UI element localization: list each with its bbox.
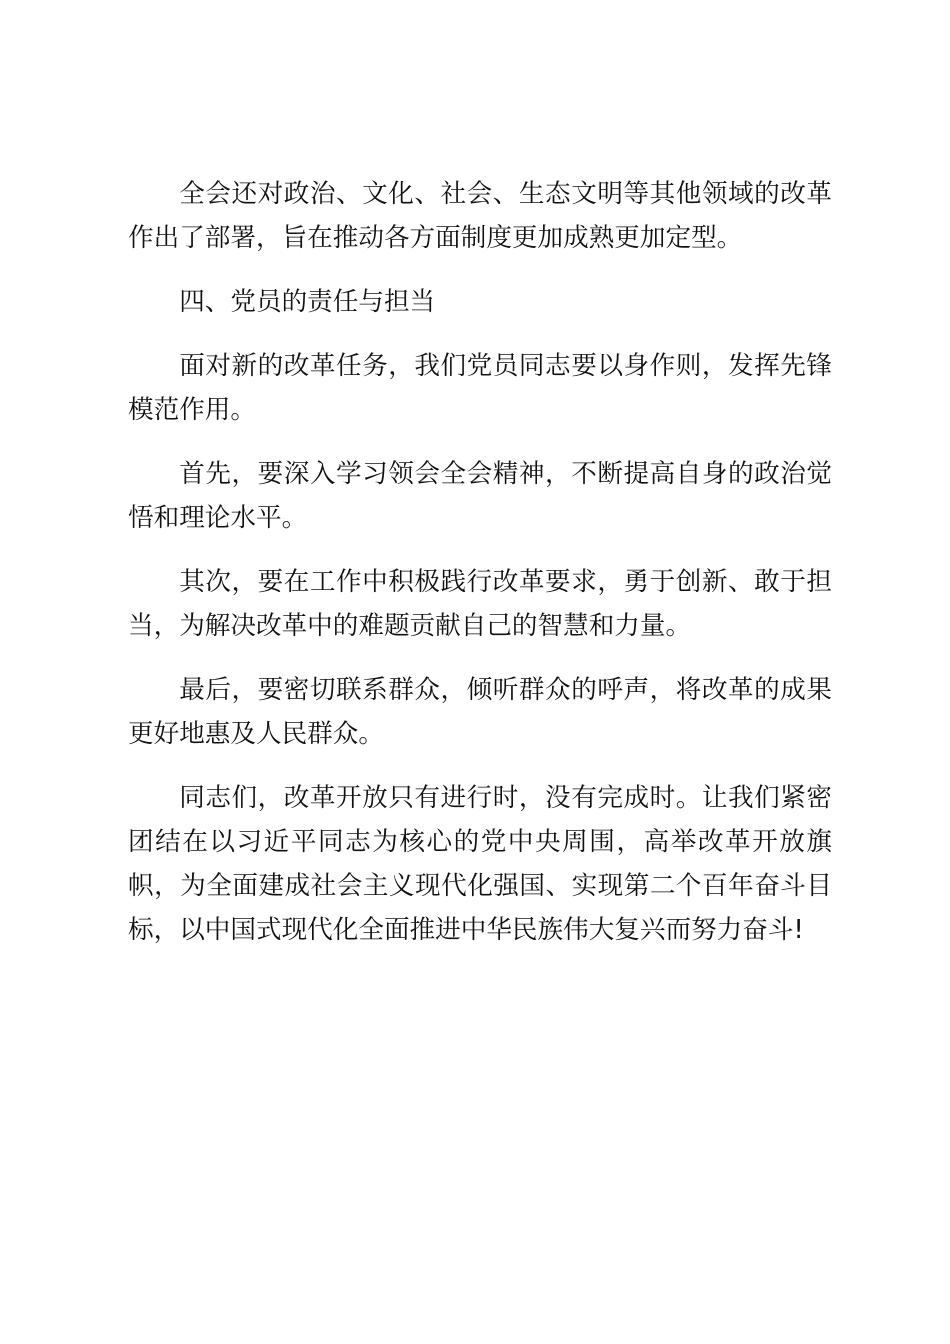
paragraph-second-practice: 其次，要在工作中积极践行改革要求，勇于创新、敢于担当，为解决改革中的难题贡献自己的智慧和力量。 (128, 567, 832, 641)
document-body (128, 172, 832, 972)
section-heading-party-member-responsibility: 四、党员的责任与担当 (179, 287, 436, 317)
paragraph-reform-other-fields: 全会还对政治、文化、社会、生态文明等其他领域的改革作出了部署，旨在推动各方面制度更加成熟更加定型。 (128, 179, 832, 253)
paragraph-first-study: 首先，要深入学习领会全会精神，不断提高自身的政治觉悟和理论水平。 (128, 459, 832, 533)
paragraph-finally-masses: 最后，要密切联系群众，倾听群众的呼声，将改革的成果更好地惠及人民群众。 (128, 675, 832, 749)
paragraph-new-reform-tasks: 面对新的改革任务，我们党员同志要以身作则，发挥先锋模范作用。 (128, 351, 832, 425)
paragraph-closing-call: 同志们，改革开放只有进行时，没有完成时。让我们紧密团结在以习近平同志为核心的党中央周围，高举改革开放旗帜，为全面建成社会主义现代化强国、实现第二个百年奋斗目标，以中国式现代化全面推进中华民族伟大复兴而努力奋斗! (128, 783, 832, 945)
